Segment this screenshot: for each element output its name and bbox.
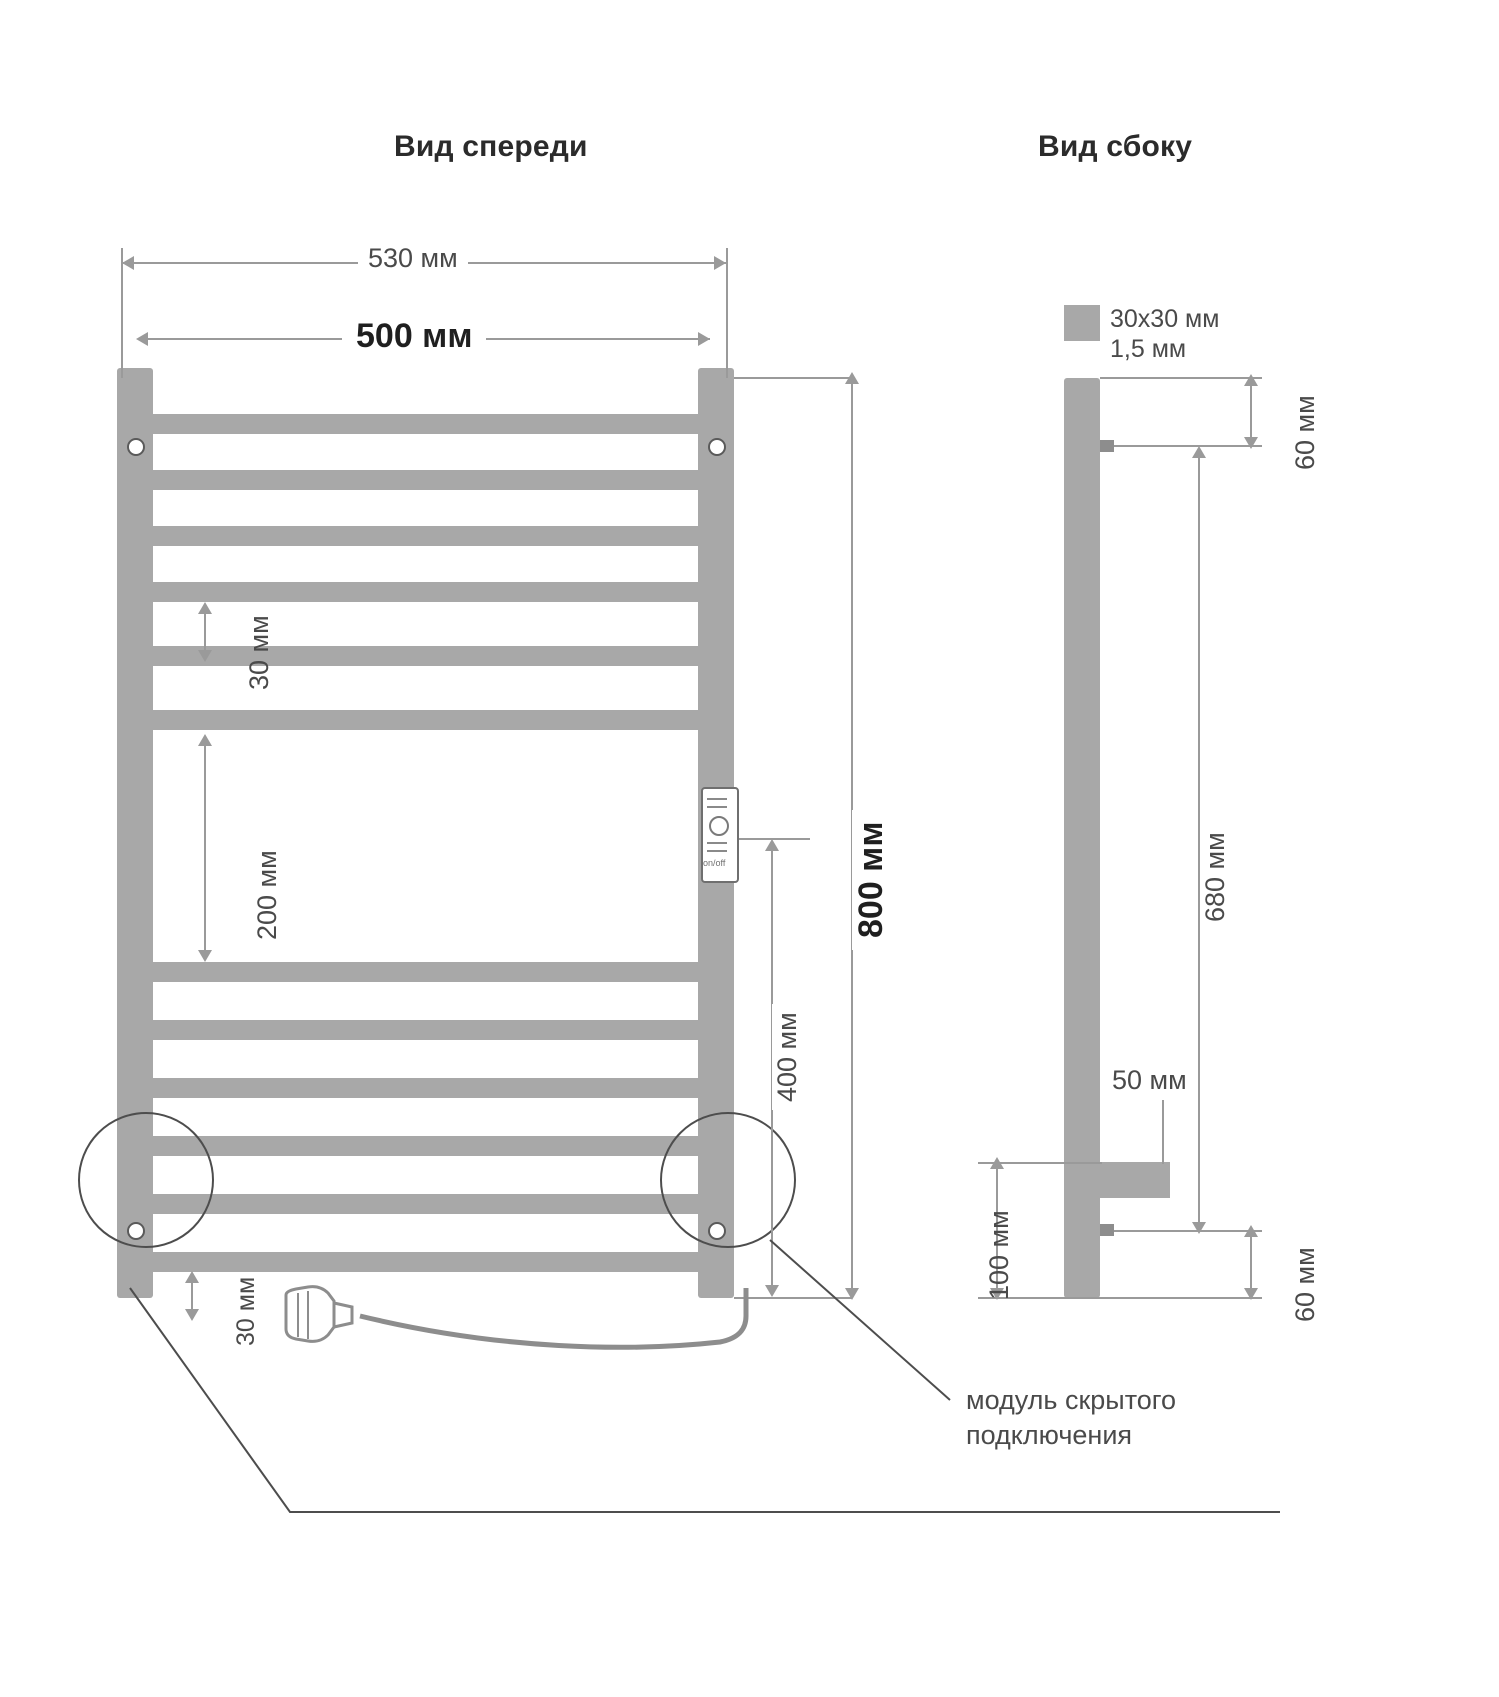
dim-line-60-top bbox=[1250, 378, 1252, 446]
mount-hole-top-right bbox=[708, 438, 726, 456]
rung bbox=[148, 710, 704, 730]
arrow-530-right bbox=[714, 256, 726, 270]
rung bbox=[148, 962, 704, 982]
rung bbox=[148, 646, 704, 666]
dim-label-50: 50 мм bbox=[1112, 1065, 1187, 1095]
dim-label-500: 500 мм bbox=[342, 317, 486, 356]
rung bbox=[148, 414, 704, 434]
arrow-400-top bbox=[765, 839, 779, 851]
control-line-1 bbox=[707, 798, 727, 800]
control-line-3 bbox=[707, 842, 727, 844]
dim-label-30-bottom: 30 мм bbox=[232, 1276, 260, 1346]
dim-line-200 bbox=[204, 740, 206, 958]
callout-text-line1: модуль скрытого bbox=[966, 1385, 1177, 1415]
rung bbox=[148, 470, 704, 490]
rung bbox=[148, 526, 704, 546]
dim-label-60-bottom: 60 мм bbox=[1290, 1247, 1320, 1322]
arrow-680-top bbox=[1192, 446, 1206, 458]
front-view-title: Вид спереди bbox=[394, 130, 588, 163]
ext-line-400-top bbox=[736, 838, 810, 840]
dim-label-30-upper: 30 мм bbox=[244, 615, 274, 690]
dim-label-680: 680 мм bbox=[1200, 824, 1231, 930]
rung bbox=[148, 1078, 704, 1098]
detail-circle-right bbox=[660, 1112, 796, 1248]
dim-label-400: 400 мм bbox=[772, 1004, 803, 1110]
arrow-200-top bbox=[198, 734, 212, 746]
dim-label-800: 800 мм bbox=[852, 810, 891, 950]
side-view-title: Вид сбоку bbox=[1038, 130, 1193, 163]
arrow-500-right bbox=[698, 332, 710, 346]
ext-line-800-top bbox=[734, 377, 852, 379]
mount-nub-top bbox=[1100, 440, 1114, 452]
detail-circle-left bbox=[78, 1112, 214, 1248]
callout-leader-lines bbox=[120, 1230, 1300, 1520]
dim-label-100: 100 мм bbox=[984, 1210, 1014, 1300]
rung bbox=[148, 582, 704, 602]
arrow-30-upper-bottom bbox=[198, 650, 212, 662]
dim-label-60-top: 60 мм bbox=[1290, 395, 1320, 470]
arrow-60-top-dn bbox=[1244, 437, 1258, 449]
profile-sample bbox=[1064, 305, 1100, 341]
rung bbox=[148, 1194, 704, 1214]
rung bbox=[148, 1020, 704, 1040]
ext-line-530-right bbox=[726, 248, 728, 378]
wall-thickness-label: 1,5 мм bbox=[1110, 335, 1187, 363]
dim-label-200: 200 мм bbox=[252, 850, 282, 940]
hidden-connection-bracket bbox=[1100, 1162, 1170, 1198]
ext-line-60-top-b bbox=[1114, 445, 1262, 447]
profile-size-label: 30x30 мм bbox=[1110, 305, 1220, 333]
rung bbox=[148, 1136, 704, 1156]
arrow-530-left bbox=[122, 256, 134, 270]
arrow-200-bottom bbox=[198, 950, 212, 962]
arrow-500-left bbox=[136, 332, 148, 346]
ext-line-60-bottom-b bbox=[1100, 1297, 1262, 1299]
arrow-60-top-up bbox=[1244, 374, 1258, 386]
arrow-100-top bbox=[990, 1157, 1004, 1169]
arrow-60-bottom-dn bbox=[1244, 1288, 1258, 1300]
dim-label-530: 530 мм bbox=[358, 243, 468, 274]
arrow-30-upper-top bbox=[198, 602, 212, 614]
callout-text-line2: подключения bbox=[966, 1420, 1133, 1450]
arrow-60-bottom-up bbox=[1244, 1225, 1258, 1237]
mount-hole-top-left bbox=[127, 438, 145, 456]
arrow-680-bottom bbox=[1192, 1222, 1206, 1234]
control-line-4 bbox=[707, 850, 727, 852]
ext-line-60-top-a bbox=[1100, 377, 1262, 379]
ext-line-60-bottom-a bbox=[1114, 1230, 1262, 1232]
side-post bbox=[1064, 378, 1100, 1298]
dim-line-50 bbox=[1162, 1100, 1164, 1164]
control-line-2 bbox=[707, 806, 727, 808]
mount-nub-bottom bbox=[1100, 1224, 1114, 1236]
control-dial-icon[interactable] bbox=[709, 816, 729, 836]
control-onoff-label: on/off bbox=[703, 858, 726, 868]
